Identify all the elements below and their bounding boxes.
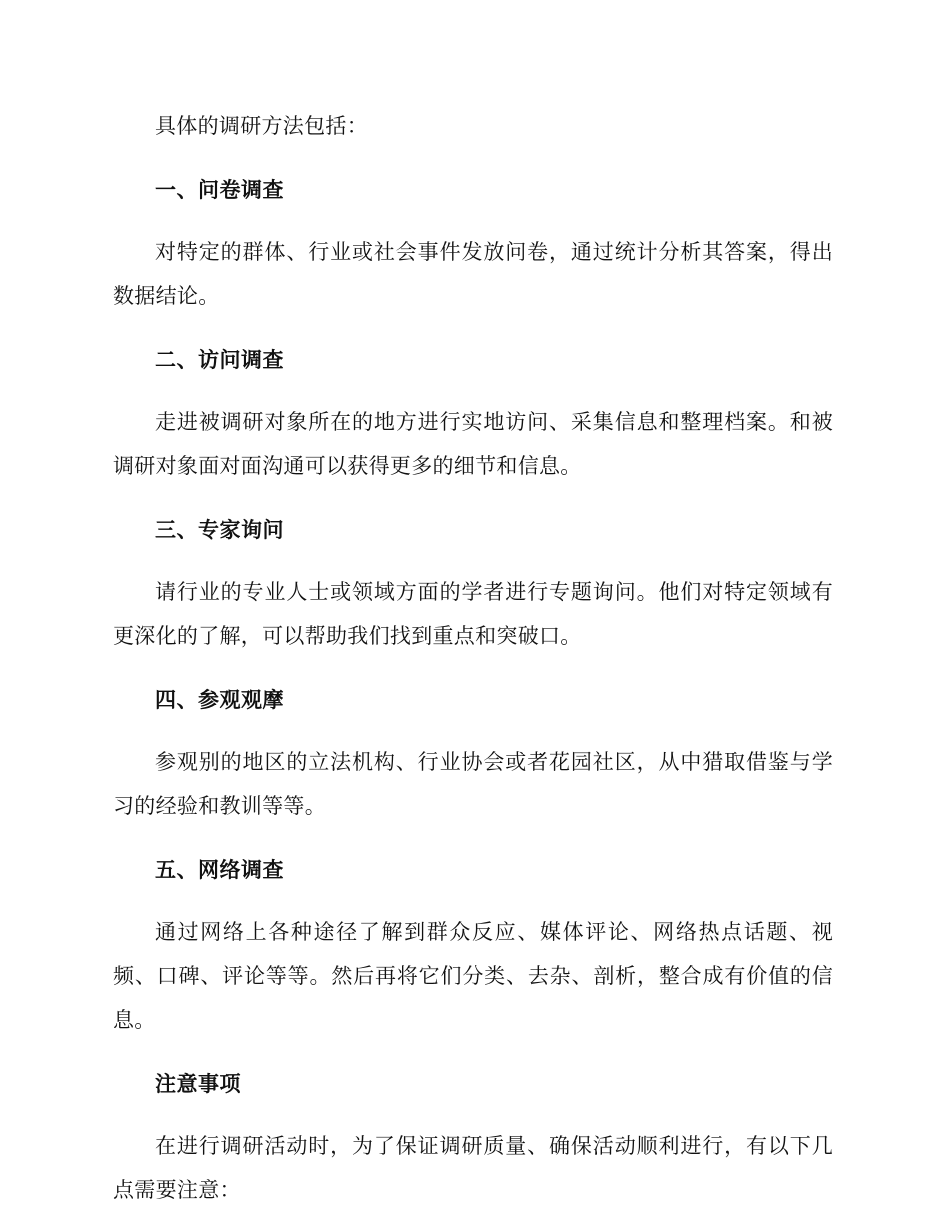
notes-heading: 注意事项 xyxy=(155,1072,241,1096)
section-body-interview: 走进被调研对象所在的地方进行实地访问、采集信息和整理档案。和被调研对象面对面沟通可以获得更多的细节和信息。 xyxy=(113,410,833,478)
document-body xyxy=(113,104,833,1232)
section-heading-interview: 二、访问调查 xyxy=(155,348,284,372)
section-body-expert: 请行业的专业人士或领域方面的学者进行专题询问。他们对特定领域有更深化的了解，可以帮助我们找到重点和突破口。 xyxy=(113,580,833,648)
section-body-visit: 参观别的地区的立法机构、行业协会或者花园社区，从中猎取借鉴与学习的经验和教训等等。 xyxy=(113,750,833,818)
section-body-questionnaire: 对特定的群体、行业或社会事件发放问卷，通过统计分析其答案，得出数据结论。 xyxy=(113,240,833,308)
section-body-online: 通过网络上各种途径了解到群众反应、媒体评论、网络热点话题、视频、口碑、评论等等。然后再将它们分类、去杂、剖析，整合成有价值的信息。 xyxy=(113,920,833,1032)
section-heading-online: 五、网络调查 xyxy=(155,858,284,882)
intro-paragraph: 具体的调研方法包括： xyxy=(155,114,368,138)
section-heading-visit: 四、参观观摩 xyxy=(155,688,284,712)
section-heading-questionnaire: 一、问卷调查 xyxy=(155,178,284,202)
section-heading-expert: 三、专家询问 xyxy=(155,518,284,542)
notes-body: 在进行调研活动时，为了保证调研质量、确保活动顺利进行，有以下几点需要注意： xyxy=(113,1134,833,1202)
